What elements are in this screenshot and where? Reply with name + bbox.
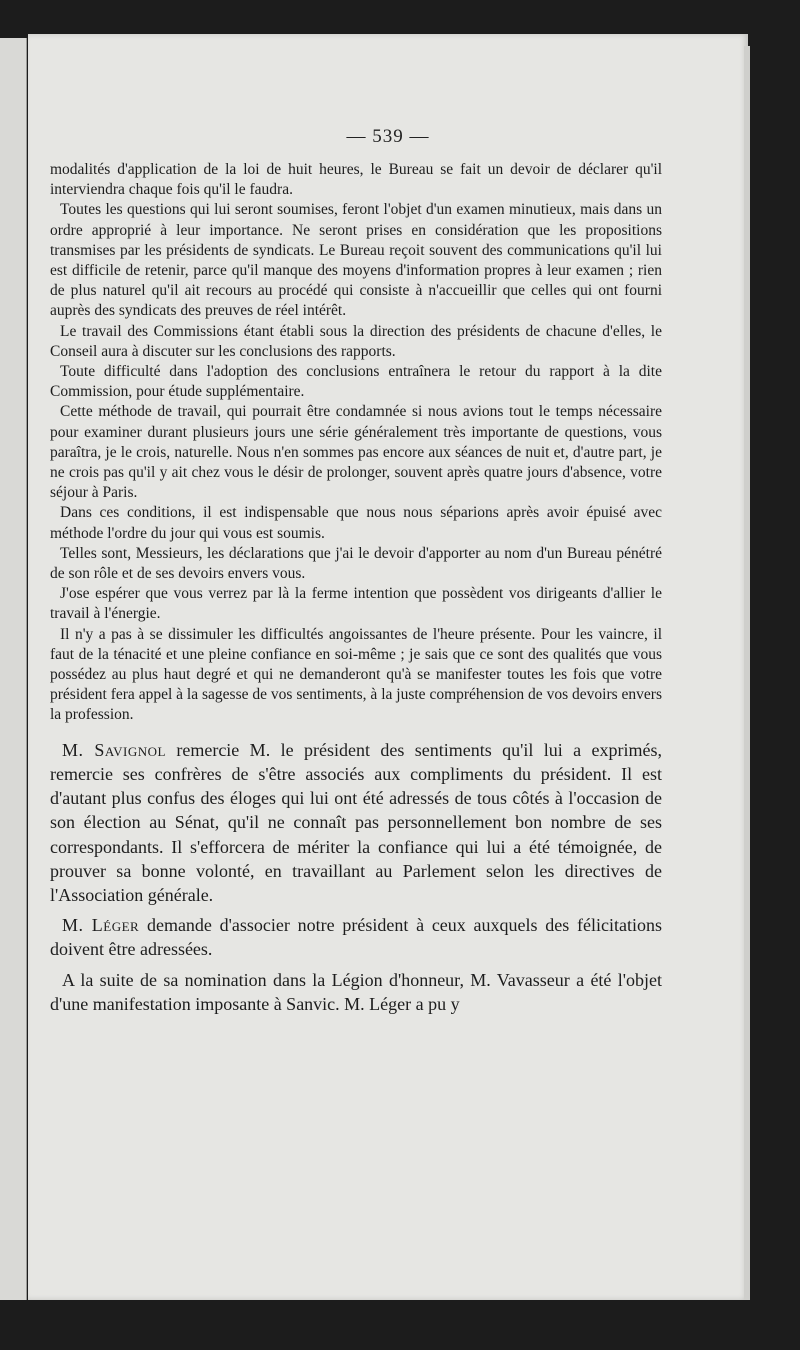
paragraph-leger <box>50 913 662 961</box>
paragraph: Il n'y a pas à se dissimuler les difficultés angoissantes de l'heure présente. Pour les vaincre, il faut de la ténacité et une pleine confiance en soi-même ; je sais que ce sont des qualités que vous possédez au plus haut degré et qui ne demanderont qu'à se manifester toutes les fois que votre président fera appel à la sagesse de vos sentiments, à la juste compréhension de vos devoirs envers la profession. <box>50 625 662 724</box>
minutes-text-block <box>50 738 662 1016</box>
facing-page-edge <box>0 38 27 1300</box>
paragraph: Toutes les questions qui lui seront soumises, feront l'objet d'un examen minutieux, mais dans un ordre approprié à leur importance. Ne seront prises en considération que les propositions transmises par les présidents de syndicats. Le Bureau reçoit souvent des communications qu'il lui est difficile de retenir, parce qu'il manque des moyens d'information propres à leur examen ; rien de plus naturel qu'il ait recours au procédé qui consiste à n'accueillir que celles qui ont fourni auprès des syndicats des preuves de réel intérêt. <box>50 201 662 320</box>
paragraph: Dans ces conditions, il est indispensable que nous nous séparions après avoir épuisé avec méthode l'ordre du jour qui vous est soumis. <box>50 504 662 542</box>
paragraph: Le travail des Commissions étant établi sous la direction des présidents de chacune d'elles, le Conseil aura à discuter sur les conclusions des rapports. <box>50 322 662 360</box>
page-body <box>50 160 662 1022</box>
speaker-name: M. Léger <box>62 915 140 936</box>
page-number: — 539 — <box>346 126 430 147</box>
paragraph: Telles sont, Messieurs, les déclarations que j'ai le devoir d'apporter au nom d'un Bureau pénétré de son rôle et de ses devoirs envers vous. <box>50 544 662 583</box>
paragraph: modalités d'application de la loi de huit heures, le Bureau se fait un devoir de déclarer qu'il interviendra chaque fois qu'il le faudra. <box>50 161 662 199</box>
page-edge <box>744 46 750 1300</box>
paragraph-text: remercie M. le président des sentiments qu'il lui a exprimés, remercie ses confrères de s'être associés aux compliments du président. Il est d'autant plus confus des éloges qui lui ont été adressés de tous côtés à l'occasion de son élection au Sénat, qu'il ne connaît pas personnellement bon nombre de ses correspondants. Il s'efforcera de mériter la confiance qui lui a été témoignée, de prouver sa bonne volonté, en travaillant au Parlement selon les directives de l'Association générale. <box>50 739 662 905</box>
paragraph-savignol <box>50 738 662 907</box>
speaker-name: M. Savignol <box>62 739 166 760</box>
paragraph: J'ose espérer que vous verrez par là la ferme intention que possèdent vos dirigeants d'allier le travail à l'énergie. <box>50 585 662 623</box>
paragraph-text: demande d'associer notre président à ceux auxquels des félicitations doivent être adressées. <box>50 915 662 960</box>
paragraph: Cette méthode de travail, qui pourrait être condamnée si nous avions tout le temps nécessaire pour examiner durant plusieurs jours une série généralement très importante de questions, vous paraîtra, je le crois, naturelle. Nous n'en sommes pas encore aux séances de nuit et, d'autre part, je ne crois pas qu'il y ait chez vous le désir de prolonger, souvent après quatre jours d'absence, votre séjour à Paris. <box>50 403 662 502</box>
paragraph: Toute difficulté dans l'adoption des conclusions entraînera le retour du rapport à la dite Commission, pour étude supplémentaire. <box>50 363 662 401</box>
speech-text-block <box>50 160 662 726</box>
document-page <box>28 34 748 1300</box>
paragraph-vavasseur: A la suite de sa nomination dans la Légion d'honneur, M. Vavasseur a été l'objet d'une manifestation imposante à Sanvic. M. Léger a pu y <box>50 969 662 1014</box>
